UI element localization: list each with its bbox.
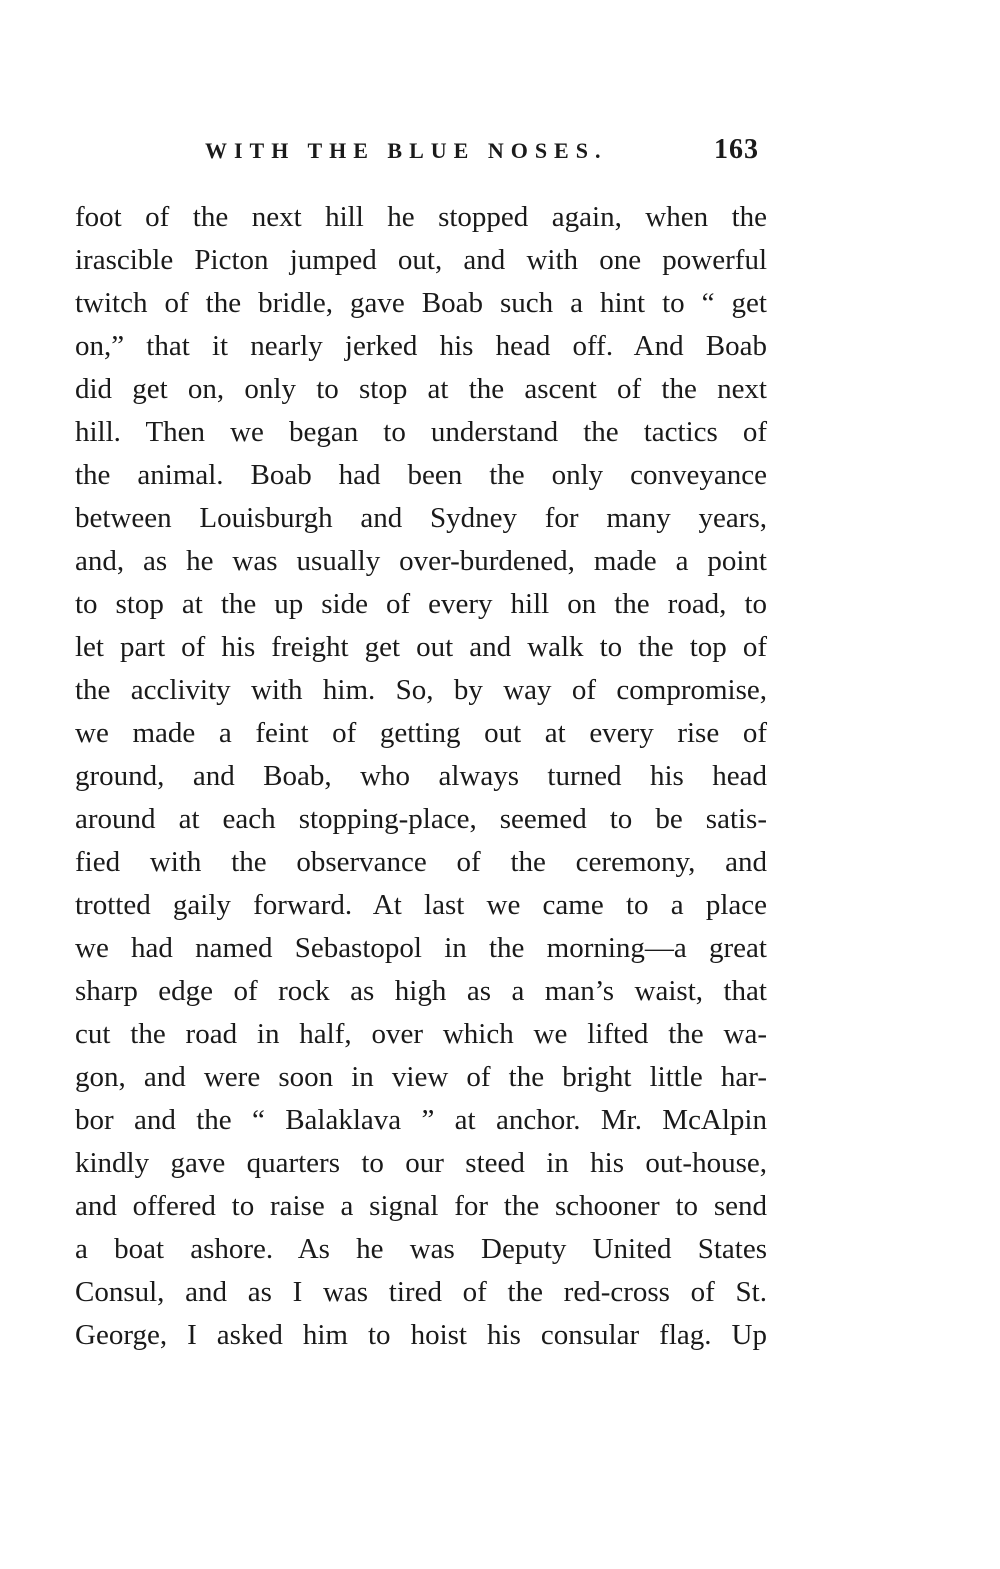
running-head: WITH THE BLUE NOSES. bbox=[205, 138, 608, 163]
text-line: trotted gaily forward. At last we came to a place bbox=[75, 889, 767, 921]
text-line: we had named Sebastopol in the morning—a great bbox=[75, 932, 767, 964]
text-line: sharp edge of rock as high as a man’s waist, that bbox=[75, 975, 767, 1007]
text-line: kindly gave quarters to our steed in his out-house, bbox=[75, 1147, 767, 1179]
page-number: 163 bbox=[714, 134, 759, 165]
text-line: the animal. Boab had been the only conveyance bbox=[75, 459, 767, 491]
body-text bbox=[75, 196, 767, 1357]
text-line: between Louisburgh and Sydney for many years, bbox=[75, 502, 767, 534]
text-line: George, I asked him to hoist his consular flag. Up bbox=[75, 1319, 767, 1351]
text-line: around at each stopping-place, seemed to be satis- bbox=[75, 803, 767, 835]
text-line: a boat ashore. As he was Deputy United States bbox=[75, 1233, 767, 1265]
text-line: and offered to raise a signal for the schooner to send bbox=[75, 1190, 767, 1222]
text-line: the acclivity with him. So, by way of compromise, bbox=[75, 674, 767, 706]
text-line: we made a feint of getting out at every rise of bbox=[75, 717, 767, 749]
text-line: twitch of the bridle, gave Boab such a hint to “ get bbox=[75, 287, 767, 319]
text-line: on,” that it nearly jerked his head off. And Boab bbox=[75, 330, 767, 362]
text-line: to stop at the up side of every hill on the road, to bbox=[75, 588, 767, 620]
text-line: ground, and Boab, who always turned his head bbox=[75, 760, 767, 792]
text-line: fied with the observance of the ceremony, and bbox=[75, 846, 767, 878]
text-line: cut the road in half, over which we lifted the wa- bbox=[75, 1018, 767, 1050]
text-line: Consul, and as I was tired of the red-cross of St. bbox=[75, 1276, 767, 1308]
text-line: let part of his freight get out and walk to the top of bbox=[75, 631, 767, 663]
text-line: did get on, only to stop at the ascent of the next bbox=[75, 373, 767, 405]
text-line: gon, and were soon in view of the bright little har- bbox=[75, 1061, 767, 1093]
text-line: irascible Picton jumped out, and with one powerful bbox=[75, 244, 767, 276]
text-line: bor and the “ Balaklava ” at anchor. Mr. McAlpin bbox=[75, 1104, 767, 1136]
text-line: and, as he was usually over-burdened, made a point bbox=[75, 545, 767, 577]
text-line: hill. Then we began to understand the tactics of bbox=[75, 416, 767, 448]
text-line: foot of the next hill he stopped again, when the bbox=[75, 201, 767, 233]
